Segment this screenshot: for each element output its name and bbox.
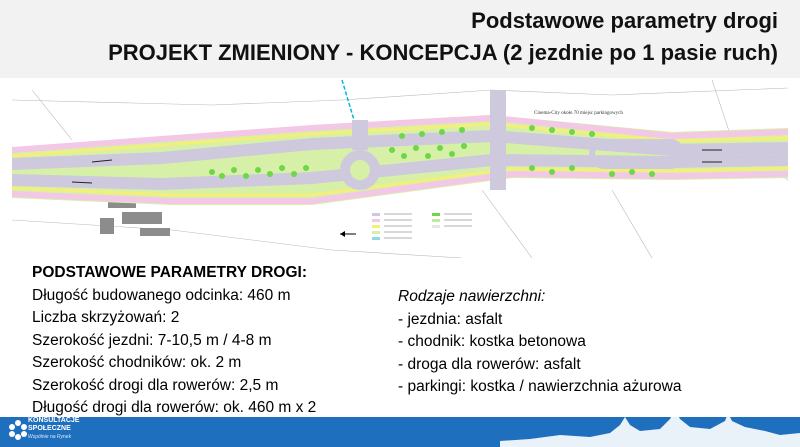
- surface-item: - parkingi: kostka / nawierzchnia ażurowa: [398, 378, 682, 395]
- surface-item: - chodnik: kostka betonowa: [398, 333, 586, 350]
- page-title: Podstawowe parametry drogi: [471, 8, 778, 33]
- surface-item: - droga dla rowerów: asfalt: [398, 355, 581, 373]
- page-subtitle: PROJEKT ZMIENIONY - KONCEPCJA (2 jezdnie po 1 pasie ruch): [108, 40, 778, 65]
- parking-label: Cinema-City około 70 miejsc parkingowych: [534, 111, 623, 116]
- parameter-item: Szerokość jezdni: 7-10,5 m / 4-8 m: [32, 331, 272, 349]
- parameter-item: Długość drogi dla rowerów: ok. 460 m x 2: [32, 399, 317, 416]
- logo-subtitle: Wspólnie na Rynek: [28, 434, 72, 440]
- surface-types: [398, 286, 788, 399]
- parameter-item: Długość budowanego odcinka: 460 m: [32, 286, 291, 304]
- logo-text: KONSULTACJE SPOŁECZNE: [28, 417, 80, 432]
- header-bar: [0, 0, 800, 78]
- surface-item: - jezdnia: asfalt: [398, 310, 503, 328]
- city-skyline-icon: [500, 405, 800, 447]
- surfaces-heading: Rodzaje nawierzchni:: [398, 288, 546, 305]
- parameters-heading: PODSTAWOWE PARAMETRY DROGI:: [32, 264, 307, 281]
- parameter-item: Szerokość drogi dla rowerów: 2,5 m: [32, 376, 279, 394]
- parameter-item: Szerokość chodników: ok. 2 m: [32, 354, 242, 371]
- parameter-item: Liczba skrzyżowań: 2: [32, 309, 180, 326]
- road-plan-drawing: [12, 80, 788, 258]
- road-parameters: [32, 262, 392, 420]
